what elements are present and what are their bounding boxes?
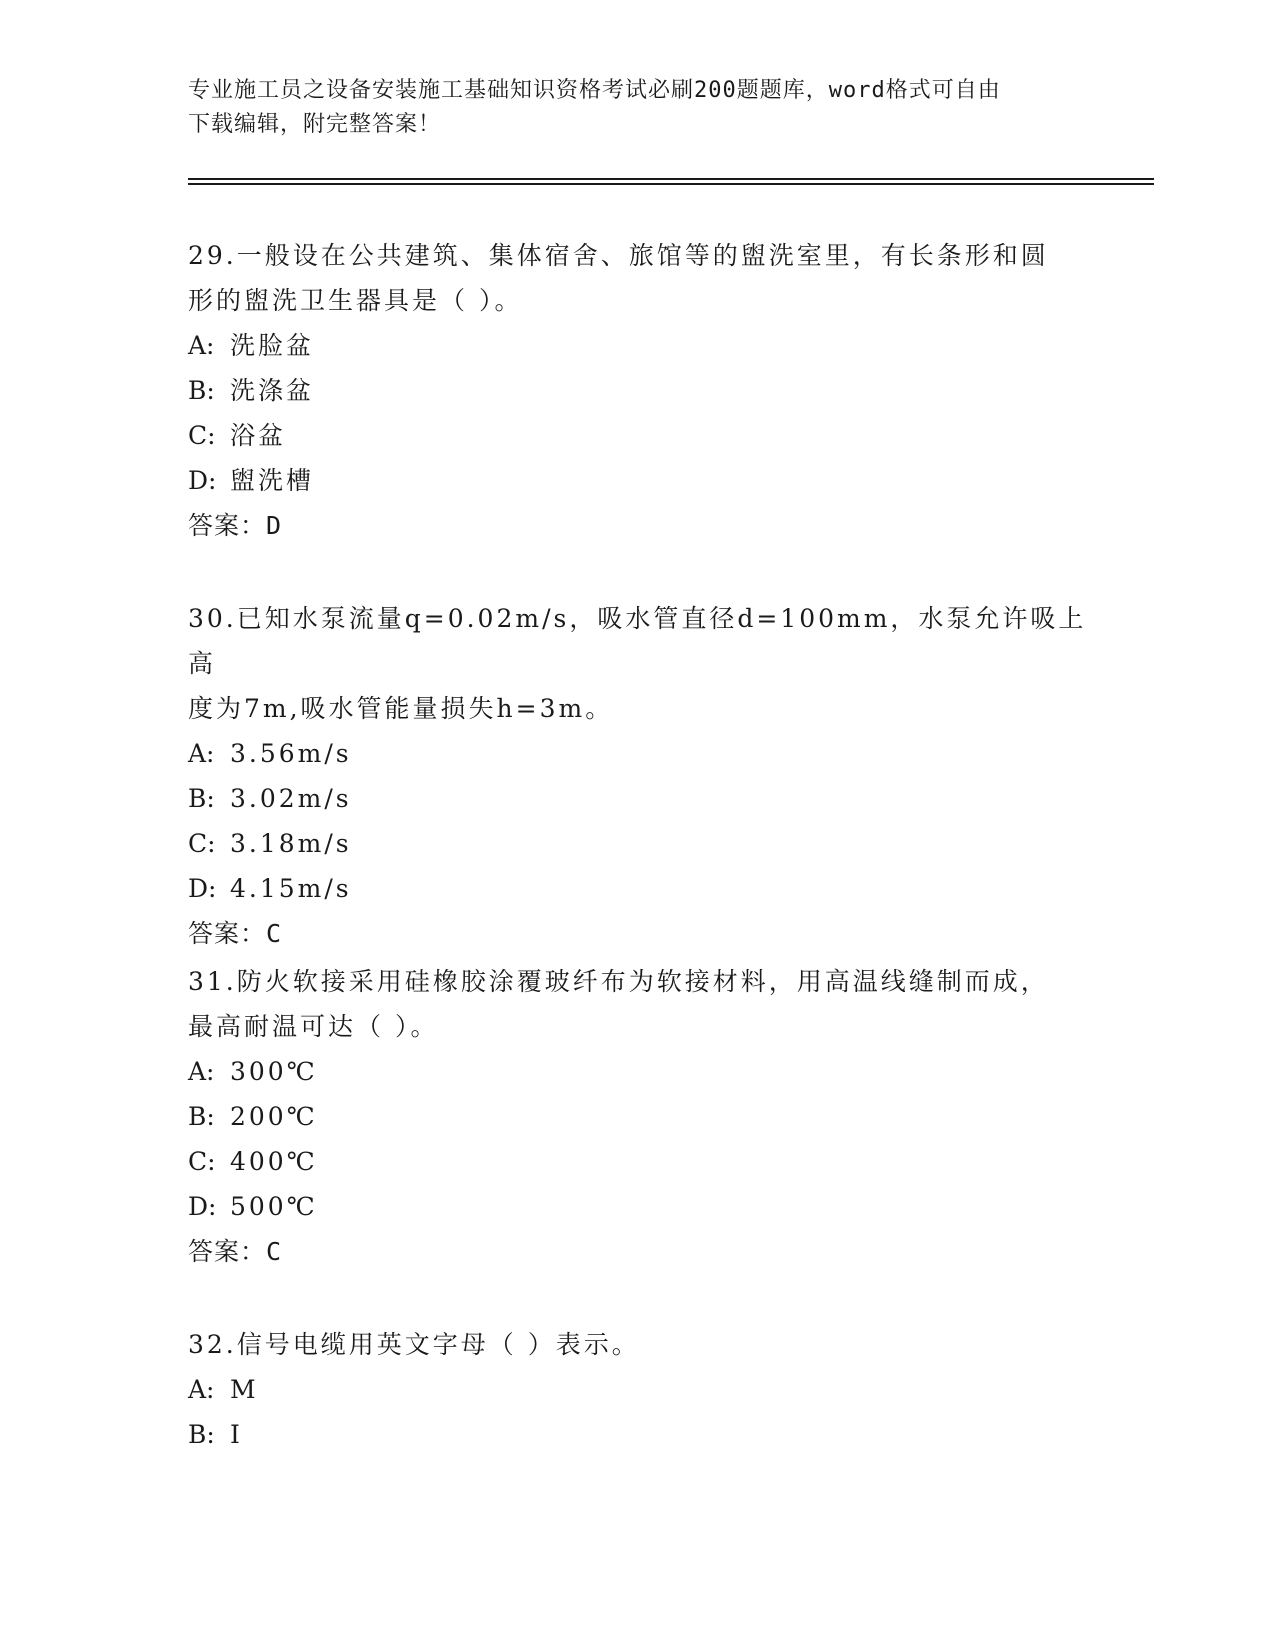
- option-text: 500℃: [230, 1192, 318, 1221]
- option-text: 3.02m/s: [230, 784, 352, 813]
- question-31: [188, 959, 1088, 1274]
- option-b: [188, 1412, 1088, 1457]
- question-text-line: 31.防火软接采用硅橡胶涂覆玻纤布为软接材料，用高温线缝制而成，: [188, 967, 1049, 996]
- option-d: [188, 866, 1088, 911]
- option-label: A:: [188, 331, 215, 360]
- option-label: D:: [188, 466, 217, 495]
- question-text-line: 29.一般设在公共建筑、集体宿舍、旅馆等的盥洗室里，有长条形和圆: [188, 241, 1049, 270]
- option-label: C:: [188, 1147, 216, 1176]
- option-label: D:: [188, 1192, 217, 1221]
- option-text: 浴盆: [230, 421, 287, 450]
- answer-line: 答案：D: [188, 511, 283, 540]
- option-a: [188, 731, 1088, 776]
- option-c: [188, 821, 1088, 866]
- option-label: C:: [188, 421, 216, 450]
- document-header: [188, 74, 1088, 142]
- option-c: [188, 413, 1088, 458]
- question-text-line: 最高耐温可达（ ）。: [188, 1012, 439, 1041]
- question-32: [188, 1322, 1088, 1457]
- option-text: 400℃: [230, 1147, 318, 1176]
- option-label: B:: [188, 1420, 215, 1449]
- option-text: 3.18m/s: [230, 829, 352, 858]
- option-a: [188, 1049, 1088, 1094]
- header-divider-bottom: [188, 183, 1154, 185]
- question-29: [188, 233, 1088, 548]
- option-text: 200℃: [230, 1102, 318, 1131]
- option-label: B:: [188, 1102, 215, 1131]
- option-b: [188, 776, 1088, 821]
- option-text: 4.15m/s: [230, 874, 352, 903]
- answer-line: 答案：C: [188, 919, 283, 948]
- option-label: A:: [188, 739, 215, 768]
- option-label: B:: [188, 376, 215, 405]
- option-a: [188, 323, 1088, 368]
- question-text-line: 形的盥洗卫生器具是（ ）。: [188, 286, 523, 315]
- option-b: [188, 368, 1088, 413]
- question-text-line: 32.信号电缆用英文字母（ ）表示。: [188, 1330, 640, 1359]
- option-label: A:: [188, 1375, 215, 1404]
- answer-line: 答案：C: [188, 1237, 283, 1266]
- option-d: [188, 1184, 1088, 1229]
- option-d: [188, 458, 1088, 503]
- option-b: [188, 1094, 1088, 1139]
- option-a: [188, 1367, 1088, 1412]
- header-line-1: 专业施工员之设备安装施工基础知识资格考试必刷200题题库，word格式可自由: [188, 78, 1001, 103]
- option-label: D:: [188, 874, 217, 903]
- option-label: B:: [188, 784, 215, 813]
- option-text: 盥洗槽: [230, 466, 315, 495]
- option-text: M: [230, 1375, 259, 1404]
- option-text: 3.56m/s: [230, 739, 352, 768]
- header-line-2: 下载编辑，附完整答案！: [188, 112, 442, 137]
- option-label: C:: [188, 829, 216, 858]
- question-text-line: 30.已知水泵流量q=0.02m/s，吸水管直径d=100mm，水泵允许吸上高: [188, 604, 1087, 678]
- question-text-line: 度为7m,吸水管能量损失h=3m。: [188, 694, 614, 723]
- option-text: 300℃: [230, 1057, 318, 1086]
- option-c: [188, 1139, 1088, 1184]
- question-30: [188, 596, 1088, 956]
- header-divider-top: [188, 178, 1154, 180]
- option-text: 洗涤盆: [230, 376, 315, 405]
- option-text: I: [230, 1420, 243, 1449]
- option-label: A:: [188, 1057, 215, 1086]
- option-text: 洗脸盆: [230, 331, 315, 360]
